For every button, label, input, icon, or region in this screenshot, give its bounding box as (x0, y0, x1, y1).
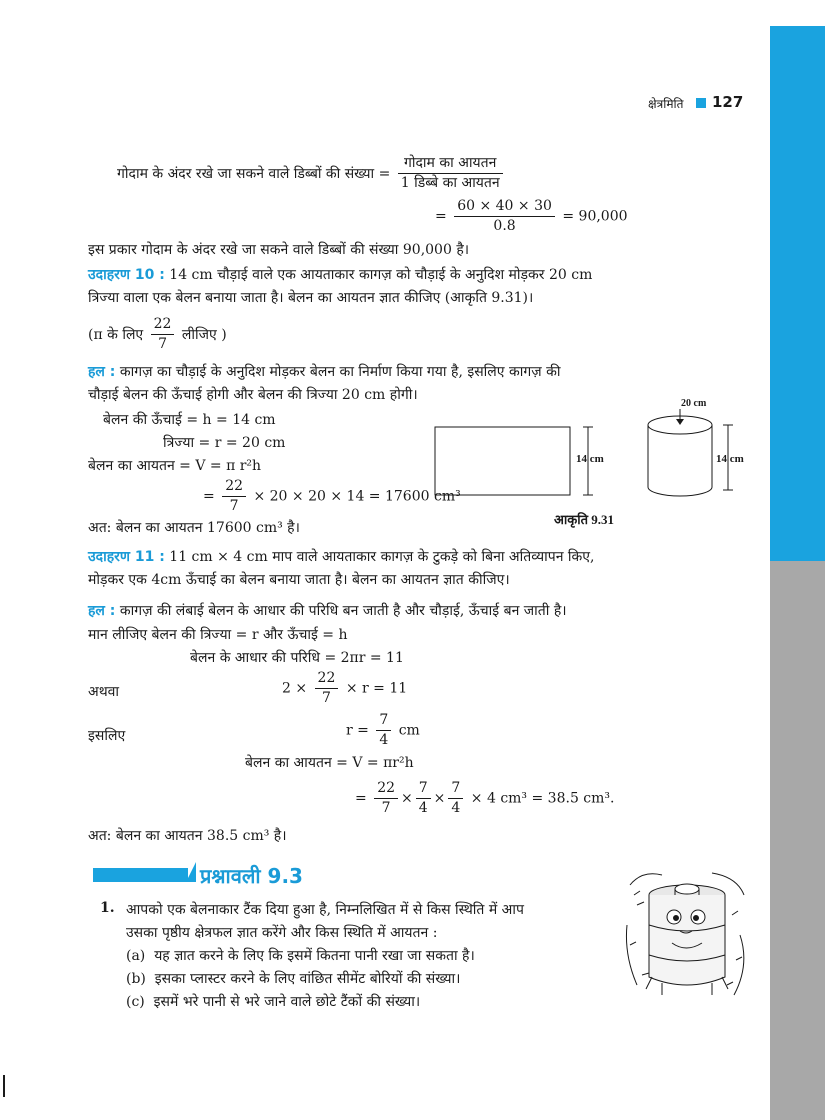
boxes-ratio (398, 155, 503, 192)
v11-frac-2: $\frac{7}{4}$ (416, 780, 431, 817)
volume11-line: बेलन का आयतन = V = πr²h (245, 755, 414, 771)
pi-denominator: 7 (158, 336, 168, 352)
q1-option-b (126, 969, 460, 988)
option-key: (b) (126, 971, 146, 987)
side-tab-blue (770, 26, 825, 561)
example10-label: उदाहरण 10 : (88, 267, 165, 283)
option-text: इसका प्लास्टर करने के लिए वांछित सीमेंट बोरियों की संख्या। (154, 971, 461, 987)
q1-number: 1. (100, 900, 115, 916)
r-pre: r = (346, 722, 369, 739)
solution11-text1: कागज़ की लंबाई बेलन के आधार की परिधि बन जाती है और चौड़ाई, ऊँचाई बन जाती है। (119, 603, 567, 619)
r-post: cm (398, 722, 420, 739)
example11-line2: मोड़कर एक 4cm ऊँचाई का बेलन बनाया जाता है। बेलन का आयतन ज्ञात कीजिए। (88, 572, 510, 588)
pi-prefix: (π के लिए (88, 327, 144, 343)
example10-text1: 14 cm चौड़ाई वाले एक आयताकार कागज़ को चौड़ाई के अनुदिश मोड़कर 20 cm (169, 267, 593, 283)
r-numerator: 7 (376, 712, 391, 731)
q1-option-c (126, 992, 420, 1011)
option-text: इसमें भरे पानी से भरे जाने वाले छोटे टैंकों की संख्या। (153, 994, 421, 1010)
example11-answer: अत: बेलन का आयतन 38.5 cm³ है। (88, 828, 287, 844)
or-equation (282, 670, 407, 707)
header-square-icon (696, 98, 706, 108)
example11-label: उदाहरण 11 : (88, 549, 165, 565)
v11-frac-3: $\frac{7}{4}$ (448, 780, 463, 817)
calc-numerator: 60 × 40 × 30 (454, 198, 555, 217)
boxes-calc-fraction (454, 198, 555, 235)
or-post: × r = 11 (345, 680, 408, 697)
solution11-line1 (88, 601, 567, 620)
radius-line: त्रिज्या = r = 20 cm (163, 435, 286, 451)
boxes-equation (117, 155, 506, 192)
example10-line1 (88, 265, 592, 284)
boxes-conclusion: इस प्रकार गोदाम के अंदर रखे जा सकने वाले डिब्बों की संख्या 90,000 है। (88, 242, 470, 258)
example10-line2: त्रिज्या वाला एक बेलन बनाया जाता है। बेलन का आयतन ज्ञात कीजिए (आकृति 9.31)। (88, 290, 534, 306)
r-fraction (376, 712, 391, 749)
circumference-line: बेलन के आधार की परिधि = 2πr = 11 (190, 650, 404, 666)
ratio-denominator: 1 डिब्बे का आयतन (400, 175, 500, 191)
or-label: अथवा (88, 684, 120, 700)
figure-9-31 (430, 395, 760, 505)
tank-cartoon-icon (622, 865, 752, 1005)
crop-mark (3, 1075, 5, 1097)
volume-calc: = $\frac{22}{7}$ × 20 × 20 × 14 = 17600 cm³ (203, 478, 461, 514)
calc-denominator: 0.8 (493, 218, 516, 234)
paper-rectangle (435, 427, 570, 495)
v11-frac-1: $\frac{22}{7}$ (374, 780, 398, 817)
pi-suffix: लीजिए ) (181, 327, 227, 343)
example11-text1: 11 cm × 4 cm माप वाले आयताकार कागज़ के टुकड़े को बिना अतिव्यापन किए, (169, 549, 595, 565)
ratio-numerator: गोदाम का आयतन (398, 155, 503, 174)
exercise-heading-bar (93, 868, 188, 882)
or-numerator: 22 (315, 670, 339, 689)
option-key: (c) (126, 994, 145, 1010)
exercise-heading-notch (186, 862, 196, 882)
volume-calc-denominator: 7 (229, 498, 239, 514)
figure-caption: आकृति 9.31 (554, 512, 615, 527)
pi-fraction (151, 316, 175, 353)
pi-note (88, 316, 227, 353)
or-pre: 2 × (282, 680, 308, 697)
or-fraction (315, 670, 339, 707)
solution10-line2: चौड़ाई बेलन की ऊँचाई होगी और बेलन की त्रिज्या 20 cm होगी। (88, 387, 418, 403)
q1-line2: उसका पृष्ठीय क्षेत्रफल ज्ञात करेंगे और किस स्थिति में आयतन : (126, 925, 438, 941)
example10-answer: अत: बेलन का आयतन 17600 cm³ है। (88, 520, 300, 536)
side-tab-gray (770, 561, 825, 1120)
r-denominator: 4 (379, 732, 389, 748)
option-key: (a) (126, 948, 146, 964)
pi-numerator: 22 (151, 316, 175, 335)
volume11-calc: = $\frac{22}{7}$ × $\frac{7}{4}$ × $\frac{7}{4}$ × 4 cm³ = 38.5 cm³. (355, 780, 615, 816)
boxes-label: गोदाम के अंदर रखे जा सकने वाले डिब्बों की संख्या = (117, 166, 391, 182)
volume-calc-numerator: 22 (222, 478, 246, 497)
solution11-line2: मान लीजिए बेलन की त्रिज्या = r और ऊँचाई = h (88, 627, 348, 643)
q1-line1: आपको एक बेलनाकार टैंक दिया हुआ है, निम्नलिखित में से किस स्थिति में आप (126, 902, 524, 918)
cyl-height-label: 14 cm (716, 453, 744, 465)
solution10-label: हल : (88, 364, 116, 380)
or-denominator: 7 (322, 690, 331, 706)
solution11-label: हल : (88, 603, 116, 619)
v11-post: × 4 cm³ = 38.5 cm³. (470, 790, 615, 807)
page-number: 127 (712, 93, 744, 111)
volume-calc-fraction (222, 478, 246, 515)
volume-calc-rest: × 20 × 20 × 14 = 17600 cm³ (253, 488, 461, 505)
exercise-title: प्रश्नावली 9.3 (200, 864, 303, 888)
r-equation (346, 712, 420, 749)
boxes-calc: = $\frac{60 \times 40 \times 30}{0.8}$ = 90,000 (435, 198, 628, 234)
solution10-text1: कागज़ का चौड़ाई के अनुदिश मोड़कर बेलन का निर्माण किया गया है, इसलिए कागज़ की (119, 364, 561, 380)
cylinder-bottom (648, 487, 712, 496)
height-line: बेलन की ऊँचाई = h = 14 cm (103, 412, 276, 428)
chapter-title: क्षेत्रमिति (648, 97, 684, 111)
hence-label: इसलिए (88, 728, 126, 744)
option-text: यह ज्ञात करने के लिए कि इसमें कितना पानी रखा जा सकता है। (154, 948, 475, 964)
volume-line: बेलन का आयतन = V = π r²h (88, 458, 262, 474)
rect-height-label: 14 cm (576, 453, 604, 465)
cyl-radius-label: 20 cm (681, 398, 707, 409)
example11-line1 (88, 547, 595, 566)
calc-result: = 90,000 (562, 208, 628, 225)
solution10-line1 (88, 362, 560, 381)
q1-option-a (126, 946, 475, 965)
